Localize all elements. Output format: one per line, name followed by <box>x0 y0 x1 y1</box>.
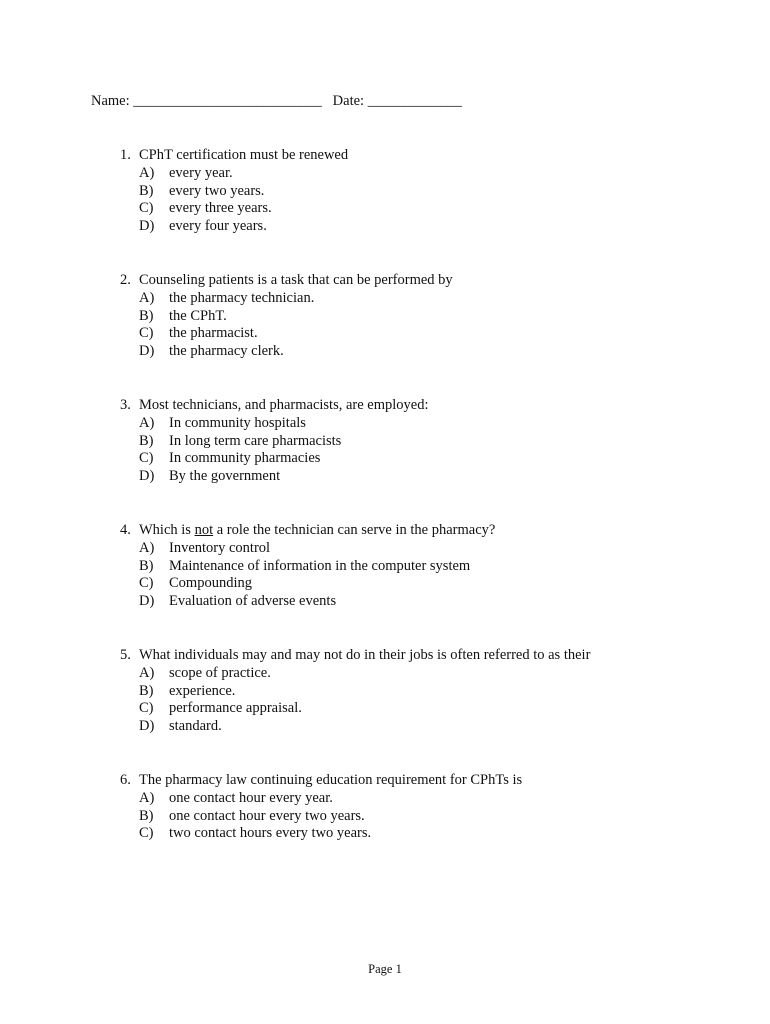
option-text: Maintenance of information in the computer system <box>169 557 471 574</box>
option-letter: B) <box>139 682 154 699</box>
option-text: performance appraisal. <box>169 700 302 717</box>
option-text: Compounding <box>169 575 252 592</box>
question-stem <box>120 647 720 665</box>
option-text: every four years. <box>169 218 267 235</box>
date-label: Date: <box>332 93 365 109</box>
option-b[interactable] <box>120 808 720 826</box>
option-letter: D) <box>139 718 155 735</box>
question-text: Counseling patients is a task that can be performed by <box>139 272 453 288</box>
option-a[interactable] <box>120 290 720 308</box>
option-letter: D) <box>139 218 155 235</box>
option-text: every three years. <box>169 200 272 217</box>
option-text: the CPhT. <box>169 307 227 324</box>
question-stem <box>120 147 720 165</box>
option-letter: D) <box>139 593 155 610</box>
question-text: The pharmacy law continuing education requirement for CPhTs is <box>139 772 523 788</box>
name-label: Name: <box>91 93 130 109</box>
option-b[interactable] <box>120 683 720 701</box>
option-letter: B) <box>139 432 154 449</box>
question-number: 5. <box>120 647 131 663</box>
name-blank[interactable]: __________________________ <box>133 93 322 109</box>
option-letter: B) <box>139 807 154 824</box>
option-letter: C) <box>139 700 154 717</box>
option-text: In long term care pharmacists <box>169 432 342 449</box>
page-number: Page 1 <box>368 962 402 976</box>
option-c[interactable] <box>120 325 720 343</box>
name-date-header <box>91 92 462 110</box>
option-b[interactable] <box>120 183 720 201</box>
option-b[interactable] <box>120 308 720 326</box>
option-text: the pharmacy clerk. <box>169 343 284 360</box>
question-number: 6. <box>120 772 131 788</box>
question-4 <box>120 522 720 611</box>
option-text: experience. <box>169 682 236 699</box>
option-text: By the government <box>169 468 281 485</box>
option-text: standard. <box>169 718 222 735</box>
date-blank[interactable]: _____________ <box>367 93 462 109</box>
option-letter: C) <box>139 325 154 342</box>
question-number: 2. <box>120 272 131 288</box>
option-letter: B) <box>139 182 154 199</box>
option-d[interactable] <box>120 468 720 486</box>
question-text-underlined: not <box>194 522 214 538</box>
option-text: every two years. <box>169 182 265 199</box>
option-text: Inventory control <box>169 539 271 556</box>
question-text: CPhT certification must be renewed <box>139 147 349 163</box>
question-text-pre: Which is <box>139 522 195 538</box>
option-text: one contact hour every year. <box>169 789 333 806</box>
question-stem <box>120 772 720 790</box>
option-d[interactable] <box>120 593 720 611</box>
option-text: Evaluation of adverse events <box>169 593 337 610</box>
option-c[interactable] <box>120 700 720 718</box>
option-text: one contact hour every two years. <box>169 807 365 824</box>
question-5 <box>120 647 720 736</box>
option-b[interactable] <box>120 433 720 451</box>
option-letter: C) <box>139 825 154 842</box>
question-text: What individuals may and may not do in their jobs is often referred to as their <box>139 647 591 663</box>
option-text: the pharmacist. <box>169 325 258 342</box>
option-text: two contact hours every two years. <box>169 825 372 842</box>
question-1 <box>120 147 720 236</box>
option-text: every year. <box>169 164 233 181</box>
option-letter: C) <box>139 575 154 592</box>
option-letter: D) <box>139 468 155 485</box>
option-c[interactable] <box>120 200 720 218</box>
option-d[interactable] <box>120 718 720 736</box>
question-stem <box>120 397 720 415</box>
option-c[interactable] <box>120 825 720 843</box>
option-d[interactable] <box>120 343 720 361</box>
option-text: scope of practice. <box>169 664 271 681</box>
option-d[interactable] <box>120 218 720 236</box>
option-a[interactable] <box>120 790 720 808</box>
question-stem <box>120 272 720 290</box>
option-letter: A) <box>139 664 155 681</box>
option-letter: B) <box>139 557 154 574</box>
question-number: 3. <box>120 397 131 413</box>
option-c[interactable] <box>120 450 720 468</box>
option-letter: A) <box>139 539 155 556</box>
option-letter: B) <box>139 307 154 324</box>
option-a[interactable] <box>120 165 720 183</box>
option-a[interactable] <box>120 415 720 433</box>
question-3 <box>120 397 720 486</box>
question-number: 4. <box>120 522 131 538</box>
option-letter: C) <box>139 200 154 217</box>
question-number: 1. <box>120 147 131 163</box>
option-text: In community hospitals <box>169 414 306 431</box>
option-c[interactable] <box>120 575 720 593</box>
option-letter: C) <box>139 450 154 467</box>
option-letter: A) <box>139 289 155 306</box>
question-text-post: a role the technician can serve in the pharmacy? <box>213 522 496 538</box>
option-letter: A) <box>139 164 155 181</box>
option-text: In community pharmacies <box>169 450 321 467</box>
question-text: Most technicians, and pharmacists, are employed: <box>139 397 429 413</box>
question-6 <box>120 772 720 843</box>
option-letter: D) <box>139 343 155 360</box>
option-letter: A) <box>139 789 155 806</box>
option-letter: A) <box>139 414 155 431</box>
question-2 <box>120 272 720 361</box>
option-b[interactable] <box>120 558 720 576</box>
question-stem <box>120 522 720 540</box>
option-a[interactable] <box>120 665 720 683</box>
option-text: the pharmacy technician. <box>169 289 315 306</box>
option-a[interactable] <box>120 540 720 558</box>
